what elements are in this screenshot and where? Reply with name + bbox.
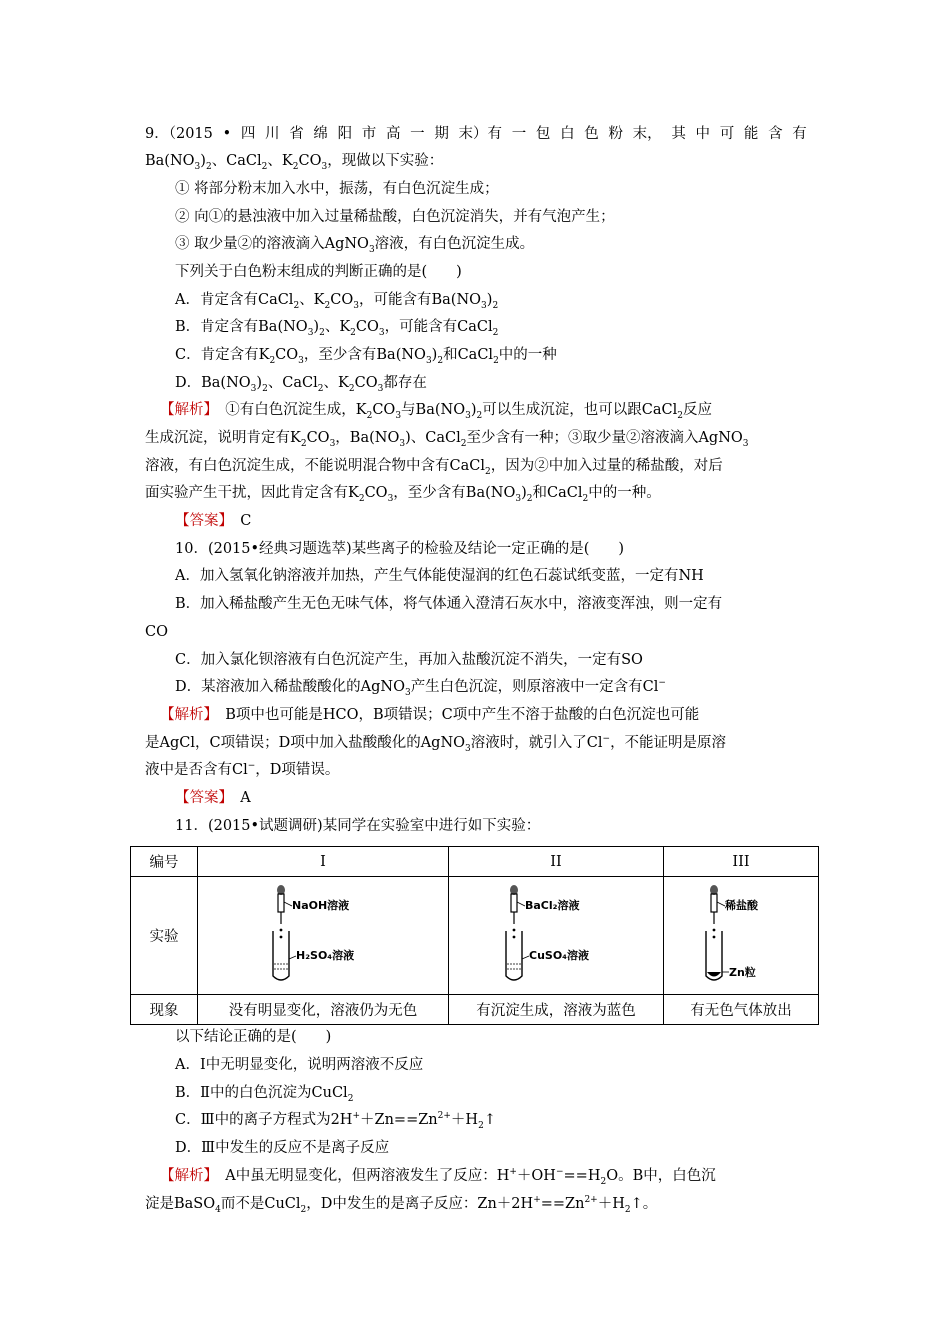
q11-option-a: A．Ⅰ中无明显变化，说明两溶液不反应	[175, 1057, 424, 1073]
row-label: 实验	[131, 877, 198, 995]
q9-stem-word: 有	[792, 126, 807, 142]
q9-answer: 【答案】 C	[175, 513, 252, 529]
table-header-cell: II	[449, 847, 664, 877]
tube-label: CuSO₄溶液	[529, 948, 589, 962]
q9-stem-word: 期	[434, 126, 449, 142]
analysis-tag: 【解析】	[160, 1168, 211, 1184]
q11-option-b: B．Ⅱ中的白色沉淀为CuCl$_2$	[175, 1085, 354, 1104]
dropper-label: NaOH溶液	[292, 898, 350, 912]
q10-option-d: D．某溶液加入稀盐酸酸化的AgNO$_3$产生白色沉淀，则原溶液中一定含有Cl−	[175, 678, 666, 698]
q9-stem-word: 省	[289, 126, 304, 142]
q9-stem-word: 川	[265, 126, 280, 142]
row-label: 现象	[131, 995, 198, 1025]
q9-stem-word: 色	[584, 126, 599, 142]
q9-stem-word: 中	[695, 126, 711, 142]
observation-cell: 有沉淀生成，溶液为蓝色	[449, 995, 664, 1025]
table-row	[131, 995, 819, 1025]
table-header-cell: 编号	[131, 847, 198, 877]
q10-option-c: C．加入氯化钡溶液有白色沉淀产生，再加入盐酸沉淀不消失，一定有SO	[175, 652, 643, 668]
q9-stem-word: 末）有	[458, 126, 503, 142]
apparatus-cell	[664, 877, 819, 995]
q10-analysis-line2: 是AgCl，C项错误；D项中加入盐酸酸化的AgNO$_3$溶液时，就引入了Cl−，不能证明是原溶	[145, 734, 727, 754]
experiment-table	[130, 846, 819, 1025]
q10-analysis-line1: 【解析】 B项中也可能是HCO，B项错误；C项中产生不溶于盐酸的白色沉淀也可能	[160, 707, 700, 723]
q10-option-b-line2: CO	[145, 624, 168, 640]
q9-stem-word: 其	[671, 126, 686, 142]
q9-stem-word: 一	[410, 126, 425, 142]
q9-option-c: C．肯定含有$K_2CO_3$，至少含有$Ba(NO_3)_2$和CaCl$_2$中的一种	[175, 347, 557, 366]
q9-stem-line1	[145, 124, 807, 144]
q9-stem-word: 阳	[337, 126, 353, 142]
q9-stem-word: •	[222, 126, 232, 142]
q9-option-a: A．肯定含有CaCl$_2$、$K_2CO_3$，可能含有$Ba(NO_3)_2$	[175, 292, 499, 311]
q10-answer: 【答案】 A	[175, 790, 251, 806]
q11-analysis-line1: 【解析】 A中虽无明显变化，但两溶液发生了反应：$H^++OH^-==H_2O$。B中，白色沉	[160, 1167, 716, 1187]
q9-option-d: D．$Ba(NO_3)_2$、CaCl$_2$、$K_2CO_3$都存在	[175, 375, 427, 394]
q9-stem-word: 能	[743, 126, 759, 142]
q9-step-2: ② 向①的悬浊液中加入过量稀盐酸，白色沉淀消失，并有气泡产生；	[175, 209, 615, 225]
table-header-row	[131, 847, 819, 877]
q9-stem-word: 末，	[632, 126, 662, 142]
apparatus-cell	[449, 877, 664, 995]
q9-stem-line2: $Ba(NO_3)_2$、CaCl$_2$、$K_2CO_3$，现做以下实验：	[145, 153, 444, 172]
q9-stem-word: 绵	[313, 126, 328, 142]
q9-analysis-line4: 面实验产生干扰，因此肯定含有$K_2CO_3$，至少含有$Ba(NO_3)_2$和CaCl$_2$中的一种。	[145, 485, 661, 504]
q9-stem-word: 9．（2015	[145, 126, 213, 142]
q9-step-3: ③ 取少量②的溶液滴入AgNO$_3$溶液，有白色沉淀生成。	[175, 236, 535, 255]
q9-question: 下列关于白色粉末组成的判断正确的是( )	[175, 264, 462, 280]
q9-analysis-line2: 生成沉淀，说明肯定有$K_2CO_3$，$Ba(NO_3)$、CaCl$_2$至少含有一种；③取少量②溶液滴入AgNO$_3$	[145, 430, 749, 449]
analysis-tag: 【解析】	[160, 402, 211, 418]
apparatus-3	[701, 884, 781, 984]
apparatus-1	[268, 884, 378, 984]
q9-stem-word: 四	[240, 126, 256, 142]
table-header-cell: I	[198, 847, 449, 877]
q9-analysis-line3: 溶液，有白色沉淀生成，不能说明混合物中含有CaCl$_2$，因为②中加入过量的稀盐酸，对后	[145, 458, 723, 477]
apparatus-cell	[198, 877, 449, 995]
answer-tag: 【答案】	[175, 790, 226, 806]
q10-analysis-line3: 液中是否含有Cl−，D项错误。	[145, 761, 340, 778]
answer-tag: 【答案】	[175, 513, 226, 529]
q9-stem-word: 粉	[608, 126, 623, 142]
tube-label: Zn粒	[729, 965, 756, 979]
q9-option-b: B．肯定含有$Ba(NO_3)_2$、$K_2CO_3$，可能含有CaCl$_2$	[175, 319, 499, 338]
q9-stem-word: 可	[719, 126, 735, 142]
q10-option-b-line1: B．加入稀盐酸产生无色无味气体，将气体通入澄清石灰水中，溶液变浑浊，则一定有	[175, 596, 723, 612]
table-row	[131, 877, 819, 995]
observation-cell: 有无色气体放出	[664, 995, 819, 1025]
q9-step-1: ① 将部分粉末加入水中，振荡，有白色沉淀生成；	[175, 181, 499, 197]
apparatus-2	[501, 884, 611, 984]
q9-stem-word: 高	[385, 126, 401, 142]
observation-cell: 没有明显变化，溶液仍为无色	[198, 995, 449, 1025]
q11-option-d: D．Ⅲ中发生的反应不是离子反应	[175, 1140, 390, 1156]
q9-stem-word: 一	[511, 126, 527, 142]
q11-question: 以下结论正确的是( )	[175, 1029, 332, 1045]
tube-label: H₂SO₄溶液	[296, 948, 355, 962]
q9-stem-word: 白	[560, 126, 575, 142]
q11-option-c: C．Ⅲ中的离子方程式为$2H^++Zn==Zn^{2+}+H_2↑$	[175, 1111, 496, 1131]
dropper-label: 稀盐酸	[725, 898, 758, 912]
q10-stem: 10．(2015•经典习题选萃)某些离子的检验及结论一定正确的是( )	[175, 541, 625, 557]
q9-stem-word: 含	[768, 126, 783, 142]
q9-stem-word: 市	[361, 126, 377, 142]
q11-analysis-line2: 淀是BaSO$_4$而不是CuCl$_2$，D中发生的是离子反应：$Zn+2H^+==Zn^{2+}+H_2↑$。	[145, 1195, 658, 1215]
analysis-tag: 【解析】	[160, 707, 211, 723]
table-header-cell: III	[664, 847, 819, 877]
q9-analysis-line1: 【解析】 ①有白色沉淀生成，$K_2CO_3$与$Ba(NO_3)_2$可以生成沉淀，也可以跟CaCl$_2$反应	[160, 402, 712, 421]
dropper-label: BaCl₂溶液	[525, 898, 580, 912]
q11-stem: 11．(2015•试题调研)某同学在实验室中进行如下实验：	[175, 818, 541, 834]
q10-option-a: A．加入氢氧化钠溶液并加热，产生气体能使湿润的红色石蕊试纸变蓝，一定有NH	[175, 568, 704, 584]
q9-stem-word: 包	[535, 126, 551, 142]
